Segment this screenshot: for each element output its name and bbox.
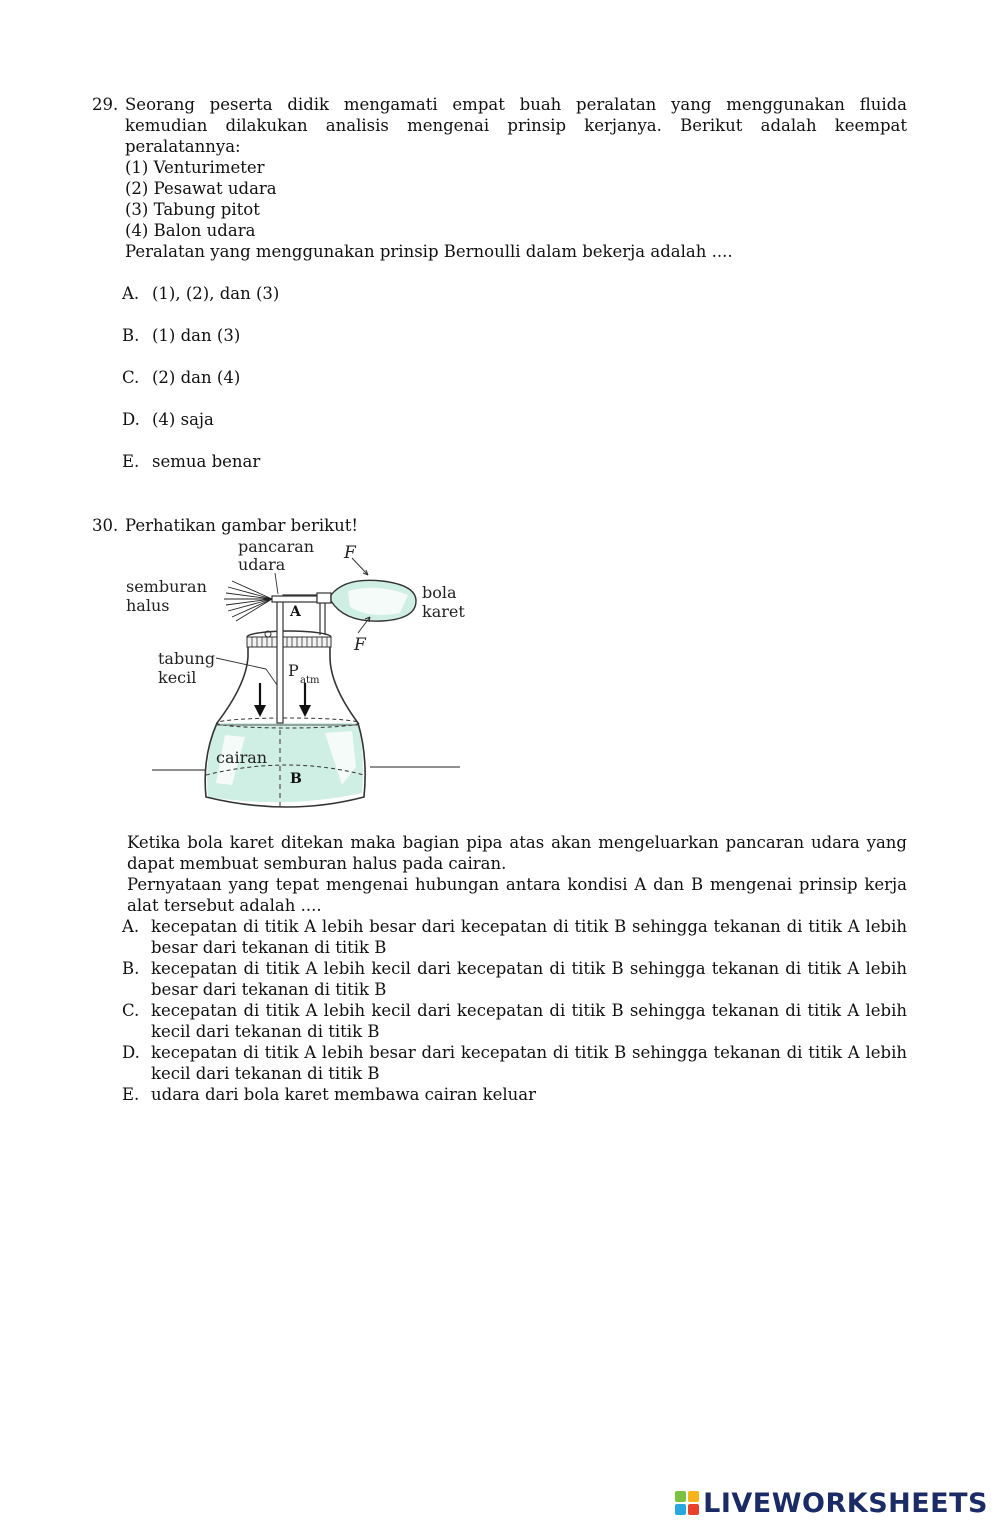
question-stem: Seorang peserta didik mengamati empat buah peralatan yang menggunakan fluida kemudian dilakukan analisis mengenai prinsip kerjanya. Berikut adalah keempat peralatannya:	[125, 95, 907, 156]
option-text: (1) dan (3)	[152, 326, 241, 345]
label-bola: bola	[422, 583, 457, 602]
option-text: (2) dan (4)	[152, 368, 241, 387]
question-30-text	[127, 832, 907, 916]
label-pressure: P	[288, 661, 299, 680]
option-text: kecepatan di titik A lebih kecil dari kecepatan di titik B sehingga tekanan di titik A lebih kecil dari tekanan di titik B	[151, 1001, 907, 1041]
option-letter: B.	[122, 326, 140, 345]
option-a[interactable]	[122, 284, 279, 303]
option-letter: C.	[122, 368, 140, 387]
option-letter: D.	[122, 410, 140, 429]
paragraph: Ketika bola karet ditekan maka bagian pipa atas akan mengeluarkan pancaran udara yang dapat membuat semburan halus pada cairan.	[127, 833, 907, 873]
option-letter: C.	[122, 1001, 140, 1020]
option-text: kecepatan di titik A lebih besar dari kecepatan di titik B sehingga tekanan di titik A lebih besar dari tekanan di titik B	[151, 917, 907, 957]
option-letter: A.	[122, 917, 140, 936]
option-letter: E.	[122, 452, 140, 471]
option-text: (4) saja	[152, 410, 214, 429]
option-a[interactable]	[122, 916, 907, 958]
label-halus: halus	[126, 596, 170, 615]
option-letter: E.	[122, 1085, 140, 1104]
option-b[interactable]	[122, 958, 907, 1000]
label-cairan: cairan	[216, 748, 268, 767]
option-letter: B.	[122, 959, 140, 978]
label-point-b: B	[290, 771, 302, 787]
list-item: (4) Balon udara	[125, 221, 256, 240]
option-d[interactable]	[122, 410, 214, 429]
label-pancaran-2: udara	[238, 555, 286, 574]
question-30	[92, 515, 907, 536]
liveworksheets-logo	[674, 1486, 988, 1520]
label-force-bottom: F	[354, 635, 366, 655]
option-letter: D.	[122, 1043, 140, 1062]
question-number: 29.	[92, 95, 119, 114]
question-29	[92, 94, 907, 262]
option-c[interactable]	[122, 1000, 907, 1042]
option-text: semua benar	[152, 452, 261, 471]
label-force-top: F	[344, 543, 356, 563]
question-prompt: Peralatan yang menggunakan prinsip Bernoulli dalam bekerja adalah ....	[125, 242, 733, 261]
option-e[interactable]	[122, 452, 260, 471]
label-tabung: tabung	[158, 649, 216, 668]
option-d[interactable]	[122, 1042, 907, 1084]
label-point-a: A	[290, 604, 301, 620]
label-karet: karet	[422, 602, 465, 621]
atomizer-diagram	[120, 535, 480, 830]
option-text: kecepatan di titik A lebih besar dari kecepatan di titik B sehingga tekanan di titik A lebih kecil dari tekanan di titik B	[151, 1043, 907, 1083]
option-b[interactable]	[122, 326, 240, 345]
list-item: (2) Pesawat udara	[125, 179, 277, 198]
option-text: udara dari bola karet membawa cairan keluar	[151, 1085, 537, 1104]
question-stem: Perhatikan gambar berikut!	[125, 516, 359, 535]
label-pancaran: pancaran	[238, 537, 315, 556]
list-item: (3) Tabung pitot	[125, 200, 260, 219]
option-text: kecepatan di titik A lebih kecil dari kecepatan di titik B sehingga tekanan di titik A lebih besar dari tekanan di titik B	[151, 959, 907, 999]
question-prompt: Pernyataan yang tepat mengenai hubungan antara kondisi A dan B mengenai prinsip kerja alat tersebut adalah ....	[127, 875, 907, 915]
label-semburan: semburan	[126, 577, 207, 596]
option-text: (1), (2), dan (3)	[152, 284, 280, 303]
option-c[interactable]	[122, 368, 240, 387]
label-atm: atm	[300, 675, 320, 686]
question-30-options	[122, 916, 907, 1105]
question-number: 30.	[92, 516, 119, 535]
option-e[interactable]	[122, 1084, 907, 1105]
logo-icon	[674, 1490, 700, 1516]
option-letter: A.	[122, 284, 140, 303]
label-kecil: kecil	[158, 668, 197, 687]
list-item: (1) Venturimeter	[125, 158, 265, 177]
logo-text: LIVEWORKSHEETS	[703, 1487, 988, 1519]
